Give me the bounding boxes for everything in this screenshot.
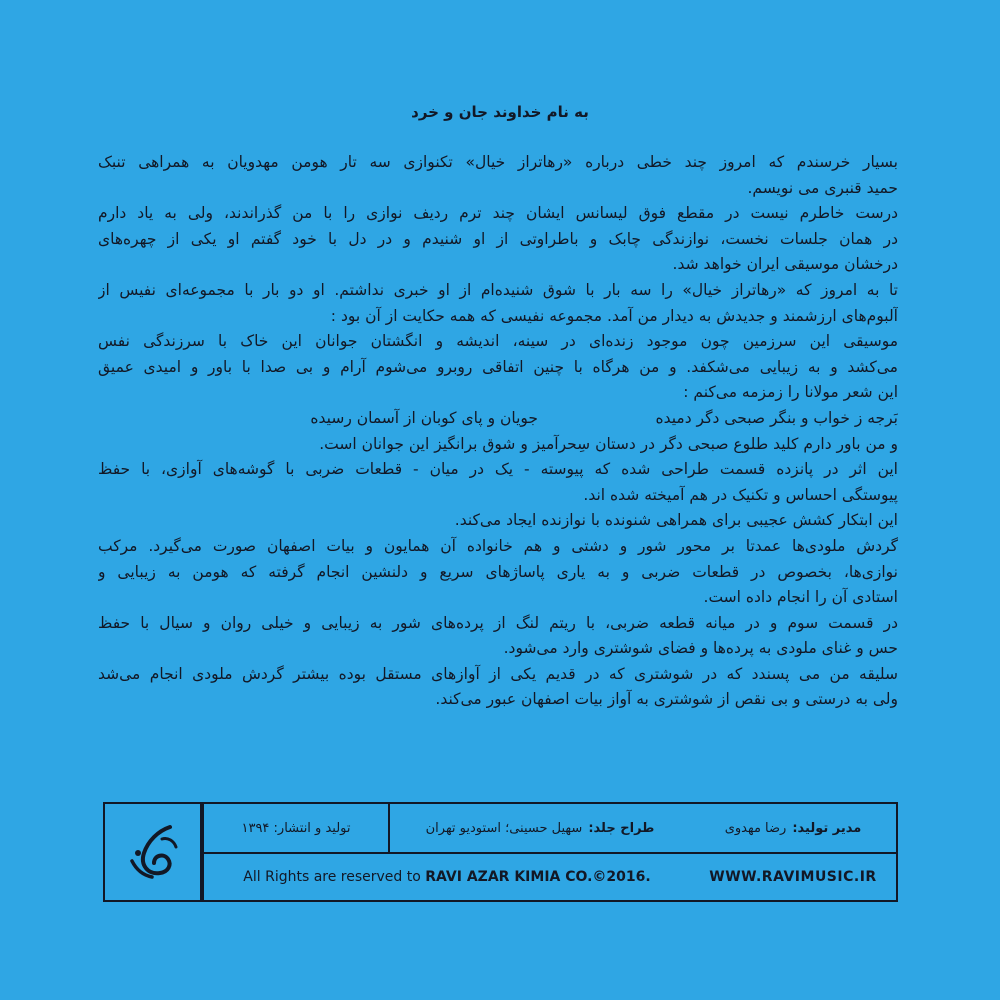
ravi-logo-icon xyxy=(118,817,188,887)
designer-value: سهیل حسینی؛ استودیو تهران xyxy=(425,820,583,836)
text-line: این ابتکار کشش عجیبی برای همراهی شنونده با نوازنده ایجاد می‌کند. xyxy=(454,511,898,530)
poem-verse-2: جویان و پای کوبان از آسمان رسیده xyxy=(310,408,538,427)
text-line: درست خاطرم نیست در مقطع فوق لیسانس ایشان چند ترم ردیف نوازی را با من گذراندند، ولی به یاد دارم xyxy=(98,204,898,223)
text-line: در همان جلسات نخست، نوازندگی چابک و باطراوتی از او شنیدم و در دل با خود گفتم او یکی از چهره‌های xyxy=(98,229,898,248)
text-line: گردش ملودی‌ها عمدتا بر محور شور و دشتی و هم خانواده آن همایون و بیات اصفهان صورت می‌گیرد. مرکب xyxy=(98,536,898,555)
cover-designer xyxy=(388,804,690,852)
text-line: تا به امروز که «رهاتراز خیال» را سه بار با شوق شنیده‌ام از او خبری نداشتم. او دو بار با مجموعه‌ای نفیس از xyxy=(98,280,898,299)
text-line: پیوستگی احساس و تکنیک در هم آمیخته شده اند. xyxy=(583,485,898,504)
text-line: و من باور دارم کلید طلوع صبحی دگر در دستان سِحرآمیز و شوق برانگیز این جوانان است. xyxy=(319,434,898,453)
credits-box xyxy=(103,802,898,902)
text-line: ولی به درستی و بی نقص از شوشتری به آواز بیات اصفهان عبور می‌کند. xyxy=(435,690,898,709)
rights-prefix: All Rights are reserved to xyxy=(243,869,421,885)
text-line: درخشان موسیقی ایران خواهد شد. xyxy=(672,255,898,274)
manager-label: مدیر تولید: xyxy=(792,820,862,836)
manager-value: رضا مهدوی xyxy=(724,820,787,836)
text-line: در قسمت سوم و در میانه قطعه ضربی، با ریتم لنگ از پرده‌های شور به زیبایی و خیلی روان و سیال با حفظ xyxy=(98,613,898,632)
text-line: این شعر مولانا را زمزمه می‌کنم : xyxy=(683,383,898,402)
rights-row xyxy=(202,854,896,900)
poem-line xyxy=(98,406,898,432)
production-manager xyxy=(690,804,896,852)
text-line: بسیار خرسندم که امروز چند خطی درباره «رهاتراز خیال» تکنوازی سه تار هومن مهدویان به همراهی تنبک xyxy=(98,153,898,171)
page-heading: به نام خداوند جان و خرد xyxy=(411,103,589,121)
production-year: تولید و انتشار: ۱۳۹۴ xyxy=(202,804,388,852)
text-line: آلبوم‌های ارزشمند و جدیدش به دیدار من آمد. مجموعه نفیسی که همه حکایت از آن بود : xyxy=(330,306,898,325)
copyright-notice xyxy=(202,854,690,900)
text-line: استادی آن را انجام داده است. xyxy=(703,588,898,607)
liner-notes xyxy=(98,150,898,713)
poem-verse-1: بَرجه ز خواب و بنگر صبحی دگر دمیده xyxy=(655,408,898,427)
text-line: حس و غنای ملودی به پرده‌ها و فضای شوشتری وارد می‌شود. xyxy=(503,639,898,658)
text-line: نوازی‌ها، بخصوص در قطعات ضربی و به یاری پاساژهای سریع و دلنشین انجام گرفته که هومن به زیبایی و xyxy=(98,562,898,581)
label-logo xyxy=(105,804,202,900)
text-line: سلیقه من می پسندد که در شوشتری که در قدیم یکی از آوازهای مستقل بوده بیشتر گردش ملودی انجام می‌شد xyxy=(98,664,898,683)
designer-label: طراح جلد: xyxy=(588,820,655,836)
text-line: این اثر در پانزده قسمت طراحی شده که پیوسته - یک در میان - قطعات ضربی با گوشه‌های آوازی، با حفظ xyxy=(98,460,898,479)
website-link[interactable]: WWW.RAVIMUSIC.IR xyxy=(709,869,877,885)
text-line: حمید قنبری می نویسم. xyxy=(747,178,898,197)
credits-row xyxy=(202,804,896,854)
text-line: می‌کشد و به زیبایی می‌شکفد. و من هرگاه با چنین اتفاقی روبرو می‌شوم آرام و بی صدا با باور و امیدی عمیق xyxy=(98,357,898,376)
text-line: موسیقی این سرزمین چون موجود زنده‌ای در سینه، اندیشه و انگشتان جوانان این خاک با سرزندگی نفس xyxy=(98,332,898,351)
rights-company: RAVI AZAR KIMIA CO.©2016. xyxy=(425,869,651,885)
